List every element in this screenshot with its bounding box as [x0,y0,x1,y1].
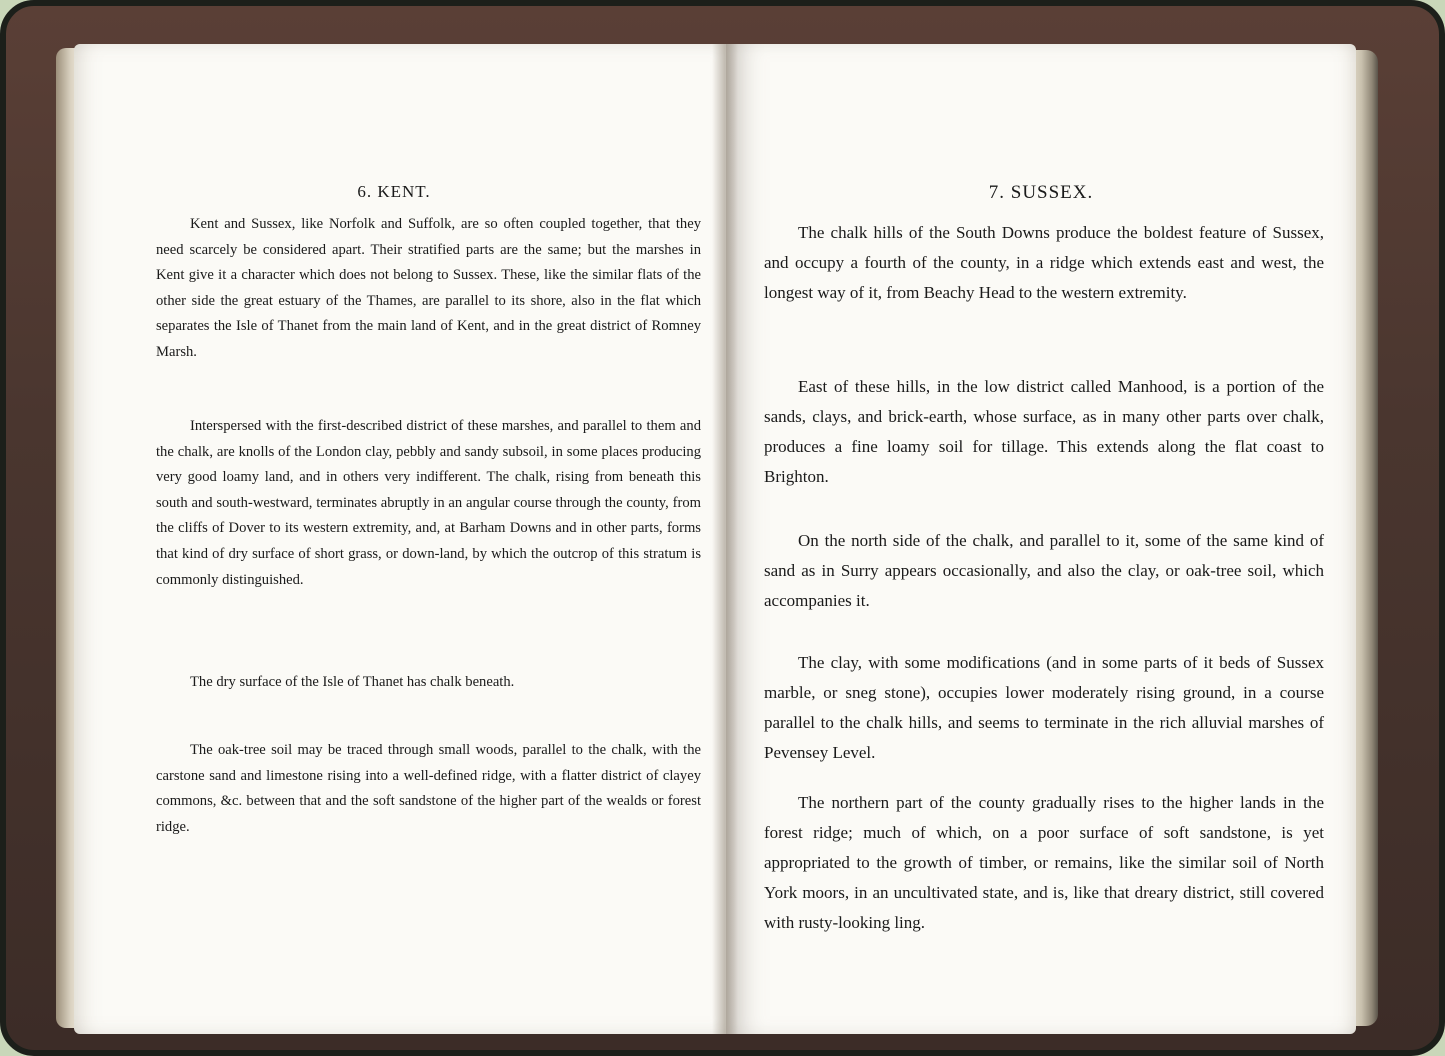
left-page [74,44,754,1034]
right-page-heading: 7. SUSSEX. [988,182,1094,203]
right-paragraph-3: On the north side of the chalk, and parallel to it, some of the same kind of sand as in Surry appears occasionally, and also the clay, or oak-tree soil, which accompanies it. [764,531,1324,610]
left-paragraph-4: The oak-tree soil may be traced through small woods, parallel to the chalk, with the carstone sand and limestone rising into a well-defined ridge, with a flatter district of clayey commons, &c. between that and the soft sandstone of the higher part of the wealds or forest ridge. [156,742,701,835]
right-paragraph-5: The northern part of the county gradually rises to the higher lands in the forest ridge; much of which, on a poor surface of soft sandstone, is yet appropriated to the growth of timber, or remains, like the similar soil of North York moors, in an uncultivated state, and is, like that dreary district, still covered with rusty-looking ling. [764,793,1324,932]
left-paragraph-3: The dry surface of the Isle of Thanet has chalk beneath. [190,674,515,690]
right-page [726,44,1356,1034]
left-paragraph-2: Interspersed with the first-described district of these marshes, and parallel to them and the chalk, are knolls of the London clay, pebbly and sandy subsoil, in some places producing very good loamy land, and in others very indifferent. The chalk, rising from beneath this south and south-westward, terminates abruptly in an angular course through the county, from the cliffs of Dover to its western extremity, and, at Barham Downs and in other parts, forms that kind of dry surface of short grass, or down-land, by which the outcrop of this stratum is commonly distinguished. [156,418,701,588]
open-book [36,28,1426,1036]
right-paragraph-2: East of these hills, in the low district called Manhood, is a portion of the sands, clays, and brick-earth, whose surface, as in many other parts over chalk, produces a fine loamy soil for tillage. This extends along the flat coast to Brighton. [764,377,1324,486]
right-paragraph-1: The chalk hills of the South Downs produce the boldest feature of Sussex, and occupy a fourth of the county, in a ridge which extends east and west, the longest way of it, from Beachy Head to the western extremity. [764,223,1324,302]
right-paragraph-4: The clay, with some modifications (and in some parts of it beds of Sussex marble, or sneg stone), occupies lower moderately rising ground, in a course parallel to the chalk hills, and seems to terminate in the rich alluvial marshes of Pevensey Level. [764,653,1324,762]
book-gutter [712,44,738,1034]
left-page-heading: 6. KENT. [357,182,431,201]
left-paragraph-1: Kent and Sussex, like Norfolk and Suffolk, are so often coupled together, that they need scarcely be considered apart. Their stratified parts are the same; but the marshes in Kent give it a character which does not belong to Sussex. These, like the similar flats of the other side the great estuary of the Thames, are parallel to its shore, also in the flat which separates the Isle of Thanet from the main land of Kent, and in the great district of Romney Marsh. [156,216,701,360]
